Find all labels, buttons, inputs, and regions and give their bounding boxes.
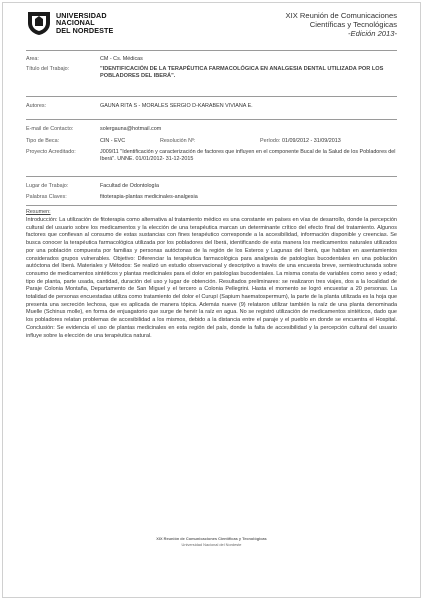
event-title xyxy=(286,11,397,38)
logo-line: UNIVERSIDAD xyxy=(56,10,107,20)
field-row-beca xyxy=(26,138,397,145)
abstract-heading: Resumen: xyxy=(26,209,51,215)
event-line: Científicas y Tecnológicas xyxy=(309,20,397,29)
field-value xyxy=(218,138,260,145)
logo-line: DEL NORDESTE xyxy=(56,25,114,35)
logo-line: NACIONAL xyxy=(56,18,95,28)
field-label: Palabras Claves: xyxy=(26,194,67,200)
field-value: CM - Cs. Médicas xyxy=(100,56,143,62)
divider xyxy=(26,205,397,206)
project: J009/11 "Identificación y caracterización de factores que influyen en el componente Bucal de la Salud de los Pobladores del Iberá". UNNE. 01/01/2012- 31-12-2015 xyxy=(100,149,396,162)
field-area xyxy=(26,56,397,63)
field-value: 01/09/2012 - 31/09/2013 xyxy=(282,138,341,144)
field-label: Area: xyxy=(26,56,39,62)
field-email xyxy=(26,126,397,133)
field-label: E-mail de Contacto: xyxy=(26,126,74,132)
keywords: fitoterapia-plantas medicinales-analgesia xyxy=(100,194,198,200)
divider xyxy=(26,176,397,177)
divider xyxy=(26,50,397,51)
page-footer xyxy=(0,536,423,548)
divider xyxy=(26,96,397,97)
field-label: Autores: xyxy=(26,103,47,109)
abstract-text: Introducción: La utilización de fitoterapia como alternativa al tratamiento médico es una constante en países en vías de desarrollo, donde la percepción cultural del usuario sobre los medicamentos y la elección de una terapéutica marcan un determinante crítico del efecto final del tratamiento. Algunos factores que confievan al consumo de estas sustancias con fines terapéutico corresponde a la accesibilidad, información disponible y creencias. Se busca conocer la terapéutica farmacológica utilizada por los pobladores del Iberá, identificando de esta manera los medicamentos naturales utilizados por una población compuesta por familias y personas autóctonas de la región de los Esteros y Lagunas del Iberá, que habitan en asentamientos considerados grupos vulnerables. Objetivo: Diferenciar la terapéutica farmacológica para analgesia de patologías bucodentales en una población autóctona del Iberá. Materiales y Métodos: Se realizó un estudio observacional y descriptivo a través de una encuesta breve, semiestructurada sobre consumo de medicamentos sintéticos y plantas medicinales para el dolor en patologías bucodentales. La misma consta de variables como sexo y edad; tipo de planta, parte usada, cantidad, duración del uso y lugar de obtención. Resultados preliminares: se realizaron tres viajes, dos a la localidad de Paraje Colonia Montaña, Departamento de San Miguel y el tercero a Colonia Pellegrini. Hasta el momento se logró encuestar a 20 personas. La totalidad de personas encuestadas utiliza como tratamiento del dolor el Curupí (Sapium haematospermum), la parte de la planta utilizada es la hoja que presenta una secreción lechosa, que es aplicada de manera tópica. Además nueve (9) relataron utilizar también la raíz de una planta denominada Muelle (Schinus molle), en forma de enjuagatorio que surge de hervir la raíz en agua. No se registró utilización de medicamentos sintéticos, dado que los pobladores relatan problemas de accesibilidad a los mismos, debido a la distancia entre el paraje y el pueblo en donde se encuentra el Hospital. Conclusión: Se evidencia el uso de plantas medicinales en esta región del país, donde la falta de accesibilidad y la percepción cultural del usuario influye sobre la elección de una terapéutica natural. xyxy=(26,217,397,339)
divider xyxy=(26,119,397,120)
field-label: Título del Trabajo: xyxy=(26,66,70,72)
page-header xyxy=(26,10,397,50)
work-title: "IDENTIFICACIÓN DE LA TERAPÉUTICA FARMACOLÓGICA EN ANALGESIA DENTAL UTILIZADA POR LOS POBLADORES DEL IBERÁ". xyxy=(100,66,384,79)
field-titulo xyxy=(26,66,397,80)
university-emblem-icon xyxy=(26,10,52,36)
field-label: Proyecto Acreditado: xyxy=(26,149,76,155)
field-palabras xyxy=(26,194,397,201)
footer-line: XIX Reunión de Comunicaciones Científicas y Tecnológicas xyxy=(156,536,267,541)
field-label: Resolución Nº: xyxy=(160,138,196,144)
field-lugar xyxy=(26,183,397,190)
field-label: Período: xyxy=(260,138,281,144)
field-autores xyxy=(26,103,397,110)
contact-email: solergauna@hotmail.com xyxy=(100,126,162,132)
footer-line: Universidad Nacional del Nordeste xyxy=(181,542,242,547)
event-edition: -Edición 2013- xyxy=(348,29,397,38)
event-line: XIX Reunión de Comunicaciones xyxy=(285,11,397,20)
university-logo xyxy=(26,10,113,36)
authors: GAUNA RITA S - MORALES SERGIO D-KARABEN VIVIANA E. xyxy=(100,103,253,109)
field-label: Lugar de Trabajo: xyxy=(26,183,69,189)
field-proyecto xyxy=(26,149,397,163)
field-value: CIN - EVC xyxy=(100,138,126,144)
field-label: Tipo de Beca: xyxy=(26,138,60,144)
field-value: Facultad de Odontología xyxy=(100,183,160,189)
